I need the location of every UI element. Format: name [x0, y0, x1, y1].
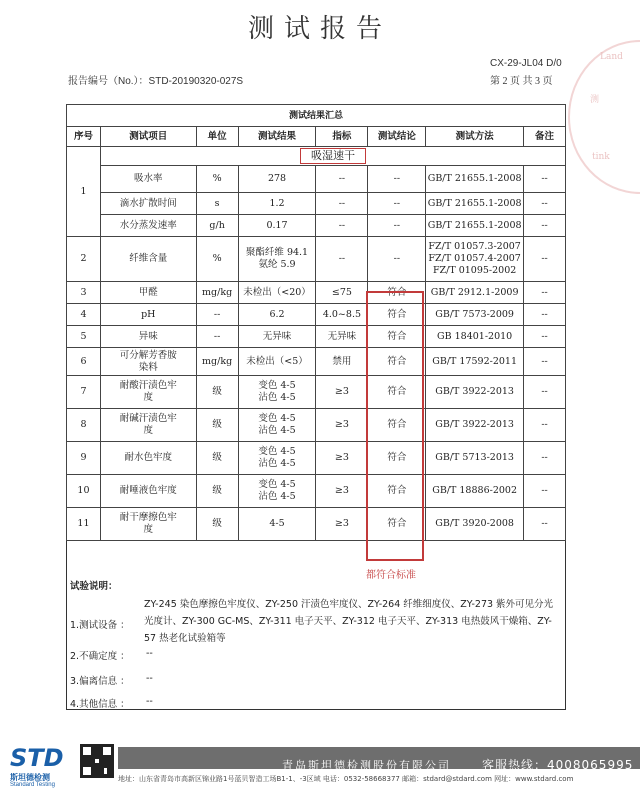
- row-number: 5: [67, 326, 101, 348]
- table-row: [67, 237, 566, 282]
- cell-remark: --: [524, 475, 566, 508]
- cell-result: 未检出（<20）: [238, 282, 316, 304]
- report-number: 报告编号（No.）：STD-20190320-027S: [68, 76, 244, 87]
- row-number: 10: [67, 475, 101, 508]
- cell-unit: g/h: [196, 215, 238, 237]
- equipment-text: ZY-245 染色摩擦色牢度仪、ZY-250 汗渍色牢度仪、ZY-264 纤维细度仪、ZY-273 紫外可见分光光度计、ZY-300 GC-MS、ZY-311 电子天平、ZY-312 电子天平、ZY-313 电热鼓风干燥箱、ZY-57 热老化试验箱等: [144, 599, 554, 644]
- cell-unit: %: [196, 166, 238, 193]
- cell-index: 无异味: [316, 326, 368, 348]
- cell-conclusion: 符合: [368, 304, 426, 326]
- cell-result: 278: [238, 166, 316, 193]
- cell-item: 吸水率: [100, 166, 196, 193]
- page-info: 第 2 页 共 3 页: [490, 76, 553, 87]
- column-header: 单位: [196, 127, 238, 147]
- cell-remark: --: [524, 376, 566, 409]
- cell-remark: --: [524, 409, 566, 442]
- table-row: [67, 442, 566, 475]
- cell-conclusion: 符合: [368, 442, 426, 475]
- cell-method: GB/T 3922-2013: [426, 409, 524, 442]
- cell-remark: --: [524, 166, 566, 193]
- row-number: 9: [67, 442, 101, 475]
- seal-stamp: Land 测 tink: [568, 40, 640, 194]
- cell-unit: %: [196, 237, 238, 282]
- section-row: [100, 147, 565, 166]
- cell-remark: --: [524, 442, 566, 475]
- row-number: 2: [67, 237, 101, 282]
- results-table: [66, 104, 566, 541]
- cell-method: GB/T 17592-2011: [426, 348, 524, 376]
- deviation-value: --: [146, 673, 153, 684]
- cell-result: 变色 4-5 沾色 4-5: [238, 442, 316, 475]
- cell-conclusion: --: [368, 166, 426, 193]
- cell-index: --: [316, 166, 368, 193]
- column-header: 指标: [316, 127, 368, 147]
- cell-remark: --: [524, 348, 566, 376]
- cell-remark: --: [524, 215, 566, 237]
- cell-remark: --: [524, 193, 566, 215]
- row-number: 1: [67, 147, 101, 237]
- column-header: 测试项目: [100, 127, 196, 147]
- cell-method: GB/T 3920-2008: [426, 508, 524, 541]
- cell-result: 1.2: [238, 193, 316, 215]
- cell-index: ≥3: [316, 508, 368, 541]
- column-header: 备注: [524, 127, 566, 147]
- cell-item: 异味: [100, 326, 196, 348]
- cell-index: 禁用: [316, 348, 368, 376]
- cell-method: GB/T 21655.1-2008: [426, 215, 524, 237]
- conclusion-highlight-box: [366, 291, 424, 561]
- cell-result: 变色 4-5 沾色 4-5: [238, 475, 316, 508]
- cell-method: GB/T 21655.1-2008: [426, 193, 524, 215]
- deviation-label: 3.偏离信息 ：: [70, 676, 130, 687]
- column-header: 测试结论: [368, 127, 426, 147]
- cell-item: 可分解芳香胺 染料: [100, 348, 196, 376]
- cell-result: 0.17: [238, 215, 316, 237]
- notes-heading: 试验说明：: [70, 581, 118, 592]
- table-row: [67, 508, 566, 541]
- cell-unit: --: [196, 326, 238, 348]
- cell-remark: --: [524, 508, 566, 541]
- cell-conclusion: --: [368, 237, 426, 282]
- cell-result: 未检出（<5）: [238, 348, 316, 376]
- cell-conclusion: 符合: [368, 282, 426, 304]
- row-number: 7: [67, 376, 101, 409]
- cell-method: GB/T 2912.1-2009: [426, 282, 524, 304]
- cell-index: ≤75: [316, 282, 368, 304]
- summary-title: 测试结果汇总: [67, 105, 566, 127]
- cell-remark: --: [524, 326, 566, 348]
- table-row: [67, 215, 566, 237]
- cell-item: pH: [100, 304, 196, 326]
- logo-subtitle: Standard Testing: [10, 782, 55, 788]
- cell-index: --: [316, 237, 368, 282]
- cell-result: 6.2: [238, 304, 316, 326]
- cell-result: 聚酯纤维 94.1 氨纶 5.9: [238, 237, 316, 282]
- cell-item: 耐酸汗渍色牢 度: [100, 376, 196, 409]
- cell-method: GB/T 18886-2002: [426, 475, 524, 508]
- cell-item: 耐水色牢度: [100, 442, 196, 475]
- uncertainty-label: 2.不确定度 ：: [70, 651, 130, 662]
- cell-conclusion: --: [368, 193, 426, 215]
- cell-result: 4-5: [238, 508, 316, 541]
- cell-item: 耐碱汗渍色牢 度: [100, 409, 196, 442]
- table-row: [67, 475, 566, 508]
- qr-code-icon: [80, 744, 114, 778]
- cell-result: 变色 4-5 沾色 4-5: [238, 409, 316, 442]
- cell-remark: --: [524, 282, 566, 304]
- row-number: 11: [67, 508, 101, 541]
- row-number: 6: [67, 348, 101, 376]
- cell-item: 甲醛: [100, 282, 196, 304]
- cell-index: ≥3: [316, 409, 368, 442]
- cell-index: --: [316, 193, 368, 215]
- company-name: 青岛斯坦德检测股份有限公司: [282, 759, 451, 772]
- cell-conclusion: 符合: [368, 376, 426, 409]
- svg-text:STD: STD: [10, 744, 64, 772]
- header-row: [67, 127, 566, 147]
- conclusion-annotation: 都符合标准: [366, 570, 416, 581]
- cell-item: 耐唾液色牢度: [100, 475, 196, 508]
- cell-unit: 级: [196, 508, 238, 541]
- cell-method: GB/T 3922-2013: [426, 376, 524, 409]
- cell-item: 水分蒸发速率: [100, 215, 196, 237]
- cell-unit: 级: [196, 376, 238, 409]
- cell-unit: s: [196, 193, 238, 215]
- table-row: [67, 348, 566, 376]
- cell-unit: mg/kg: [196, 348, 238, 376]
- table-row: [67, 304, 566, 326]
- cell-index: ≥3: [316, 376, 368, 409]
- cell-item: 耐干摩擦色牢 度: [100, 508, 196, 541]
- cell-result: 无异味: [238, 326, 316, 348]
- cell-item: 纤维含量: [100, 237, 196, 282]
- cell-unit: mg/kg: [196, 282, 238, 304]
- table-row: [67, 166, 566, 193]
- cell-unit: 级: [196, 442, 238, 475]
- cell-item: 滴水扩散时间: [100, 193, 196, 215]
- equipment-label: 1.测试设备 ：: [70, 620, 130, 631]
- cell-conclusion: 符合: [368, 475, 426, 508]
- footer: [0, 740, 640, 809]
- cell-index: ≥3: [316, 442, 368, 475]
- section-label: 吸湿速干: [300, 148, 366, 164]
- cell-unit: --: [196, 304, 238, 326]
- cell-conclusion: 符合: [368, 348, 426, 376]
- cell-method: GB/T 7573-2009: [426, 304, 524, 326]
- table-row: [67, 193, 566, 215]
- column-header: 测试方法: [426, 127, 524, 147]
- cell-conclusion: 符合: [368, 409, 426, 442]
- cell-method: GB/T 5713-2013: [426, 442, 524, 475]
- row-number: 4: [67, 304, 101, 326]
- report-title: 测试报告: [247, 14, 392, 44]
- uncertainty-value: --: [146, 648, 153, 659]
- row-number: 3: [67, 282, 101, 304]
- results-body: [67, 147, 566, 541]
- cell-conclusion: 符合: [368, 326, 426, 348]
- table-row: [67, 326, 566, 348]
- row-number: 8: [67, 409, 101, 442]
- cell-method: FZ/T 01057.3-2007 FZ/T 01057.4-2007 FZ/T 01095-2002: [426, 237, 524, 282]
- cell-method: GB/T 21655.1-2008: [426, 166, 524, 193]
- other-info-value: --: [146, 696, 153, 707]
- cell-method: GB 18401-2010: [426, 326, 524, 348]
- table-row: [67, 376, 566, 409]
- cell-unit: 级: [196, 475, 238, 508]
- cell-index: 4.0~8.5: [316, 304, 368, 326]
- cell-conclusion: --: [368, 215, 426, 237]
- cell-result: 变色 4-5 沾色 4-5: [238, 376, 316, 409]
- table-row: [67, 282, 566, 304]
- table-row: [67, 409, 566, 442]
- cell-remark: --: [524, 237, 566, 282]
- cell-index: --: [316, 215, 368, 237]
- footer-bar: [118, 747, 640, 772]
- other-info-label: 4.其他信息 ：: [70, 699, 130, 710]
- logo-name: 斯坦德检测: [10, 773, 50, 782]
- hotline: 客服热线：4008065995: [482, 758, 634, 772]
- column-header: 序号: [67, 127, 101, 147]
- cell-conclusion: 符合: [368, 508, 426, 541]
- column-header: 测试结果: [238, 127, 316, 147]
- cell-remark: --: [524, 304, 566, 326]
- document-code: CX-29-JL04 D/0: [490, 58, 562, 69]
- company-address: 地址：山东省青岛市高新区锦业路1号蓝贝智造工场B1-1、-3区域 电话：0532-58668377 邮箱：stdard@stdard.com 网址：www.stdard.com: [118, 775, 574, 783]
- cell-index: ≥3: [316, 475, 368, 508]
- cell-unit: 级: [196, 409, 238, 442]
